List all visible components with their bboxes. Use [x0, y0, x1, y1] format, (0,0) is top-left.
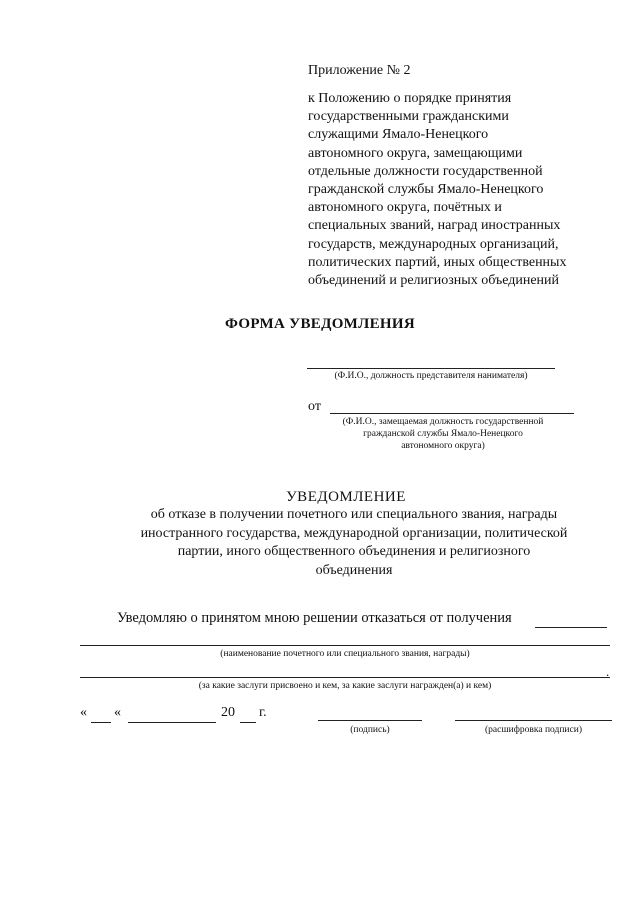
- notice-title: УВЕДОМЛЕНИЕ: [286, 489, 406, 505]
- merits-caption: (за какие заслуги присвоено и кем, за какие заслуги награжден(а) и кем): [198, 681, 492, 691]
- signature-line[interactable]: [318, 720, 422, 721]
- from-label: от: [308, 399, 321, 414]
- statement-fill-line[interactable]: [535, 627, 607, 628]
- title-name-line[interactable]: [80, 645, 610, 646]
- civil-servant-line[interactable]: [330, 413, 574, 414]
- title-name-caption: (наименование почетного или специального звания, награды): [220, 649, 470, 659]
- appendix-title: Приложение № 2: [308, 63, 411, 78]
- employer-representative-caption: (Ф.И.О., должность представителя нанимателя): [334, 371, 528, 381]
- date-day-line[interactable]: [91, 722, 111, 723]
- notice-subtitle: об отказе в получении почетного или специального звания, награды иностранного государства, международной организации, политической партии, иного общественного объединения и религиозного объединения: [140, 507, 568, 578]
- date-year-prefix: 20: [221, 705, 235, 720]
- employer-representative-line[interactable]: [307, 368, 555, 369]
- merits-line[interactable]: [80, 677, 610, 678]
- signature-decoding-line[interactable]: [455, 720, 612, 721]
- date-month-line[interactable]: [128, 722, 216, 723]
- trailing-period: .: [606, 664, 610, 679]
- appendix-body: к Положению о порядке принятия государственными гражданскими служащими Ямало-Ненецкого автономного округа, замещающими отдельные должности государственной гражданской службы Ямало-Ненецкого автономного округа, почётных и специальных званий, наград иностранных государств, международных организаций, политических партий, иных общественных объединений и религиозных объединений: [308, 91, 567, 289]
- signature-caption: (подпись): [350, 725, 390, 735]
- date-open-quote: «: [80, 705, 87, 720]
- form-title: ФОРМА УВЕДОМЛЕНИЯ: [225, 316, 415, 332]
- date-close-quote: «: [114, 705, 121, 720]
- civil-servant-caption: (Ф.И.О., замещаемая должность государственной гражданской службы Ямало-Ненецкого автономного округа): [342, 417, 544, 451]
- date-year-line[interactable]: [240, 722, 256, 723]
- statement-text: Уведомляю о принятом мною решении отказаться от получения: [117, 610, 512, 626]
- signature-decoding-caption: (расшифровка подписи): [485, 725, 582, 735]
- date-year-suffix: г.: [259, 705, 267, 720]
